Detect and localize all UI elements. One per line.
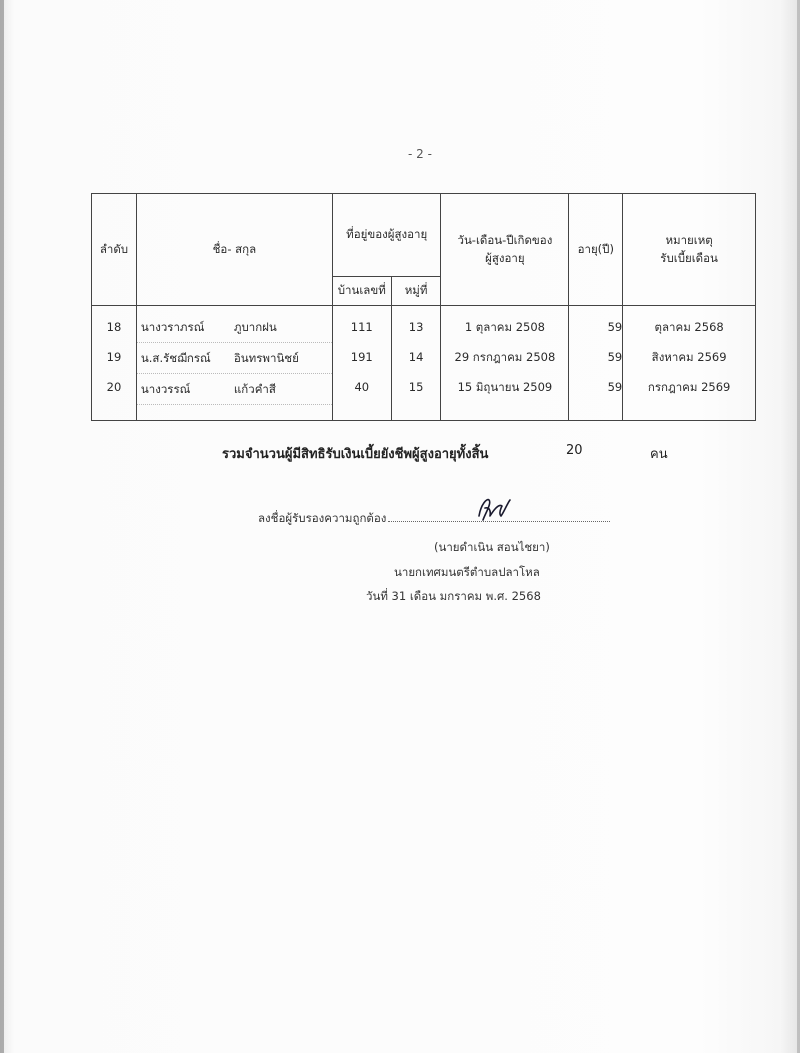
birth-date-column — [441, 306, 569, 421]
signature-block — [258, 510, 638, 603]
village-cell: 14 — [408, 350, 424, 364]
header-remark-line1: หมายเหตุ — [665, 232, 713, 247]
house-number-cell: 40 — [354, 380, 370, 394]
header-address: ที่อยู่ของผู้สูงอายุ — [332, 194, 441, 277]
house-number-cell: 191 — [350, 350, 373, 364]
last-name: ภูบากฝน — [233, 320, 277, 334]
certify-line — [258, 510, 638, 532]
remark-column — [623, 306, 756, 421]
header-village: หมู่ที่ — [391, 277, 441, 306]
village-column — [391, 306, 441, 421]
header-house-number: บ้านเลขที่ — [332, 277, 391, 306]
age-column — [569, 306, 623, 421]
header-age: อายุ(ปี) — [569, 194, 623, 306]
order-cell: 18 — [106, 320, 122, 334]
summary-count: 20 — [566, 443, 583, 458]
signed-date: วันที่ 31 เดือน มกราคม พ.ศ. 2568 — [366, 589, 541, 603]
name-column — [136, 306, 332, 421]
name-cell — [137, 312, 332, 343]
signer-name: (นายดำเนิน สอนไชยา) — [434, 540, 550, 554]
page-number: - 2 - — [408, 147, 432, 161]
order-cell: 20 — [106, 380, 122, 394]
remark-cell: สิงหาคม 2569 — [651, 350, 727, 364]
header-name: ชื่อ- สกุล — [136, 194, 332, 306]
house-number-cell: 111 — [350, 320, 373, 334]
order-column — [92, 306, 137, 421]
order-cell: 19 — [106, 350, 122, 364]
birth-date-cell: 1 ตุลาคม 2508 — [464, 320, 545, 334]
table-body-row — [92, 306, 756, 421]
birth-date-cell: 29 กรกฎาคม 2508 — [454, 350, 556, 364]
house-number-column — [332, 306, 391, 421]
name-cell — [137, 343, 332, 374]
header-birth-date — [441, 194, 569, 306]
header-order: ลำดับ — [92, 194, 137, 306]
last-name: แก้วคำสี — [233, 382, 276, 396]
handwritten-signature — [473, 494, 513, 526]
summary-unit: คน — [650, 447, 668, 462]
first-name: น.ส.รัชฌีกรณ์ — [140, 351, 211, 365]
remark-cell: ตุลาคม 2568 — [654, 320, 724, 334]
header-birth-date-line1: วัน-เดือน-ปีเกิดของ — [457, 232, 553, 247]
last-name: อินทรพานิชย์ — [233, 351, 299, 365]
header-remark — [623, 194, 756, 306]
village-cell: 13 — [408, 320, 424, 334]
first-name: นางวรรณ์ — [140, 382, 191, 396]
birth-date-cell: 15 มิถุนายน 2509 — [457, 380, 553, 394]
age-cell: 59 — [607, 350, 623, 364]
header-birth-date-line2: ผู้สูงอายุ — [485, 250, 525, 265]
first-name: นางวราภรณ์ — [140, 320, 205, 334]
name-cell — [137, 374, 332, 405]
remark-cell: กรกฎาคม 2569 — [647, 380, 731, 394]
village-cell: 15 — [408, 380, 424, 394]
signer-position: นายกเทศมนตรีตำบลปลาโหล — [394, 565, 540, 579]
certify-label: ลงชื่อผู้รับรองความถูกต้อง — [258, 511, 387, 525]
age-cell: 59 — [607, 380, 623, 394]
summary-label: รวมจำนวนผู้มีสิทธิรับเงินเบี้ยยังชีพผู้สูงอายุทั้งสิ้น — [222, 447, 489, 462]
age-cell: 59 — [607, 320, 623, 334]
header-remark-line2: รับเบี้ยเดือน — [660, 250, 718, 265]
elderly-allowance-table — [91, 193, 756, 421]
